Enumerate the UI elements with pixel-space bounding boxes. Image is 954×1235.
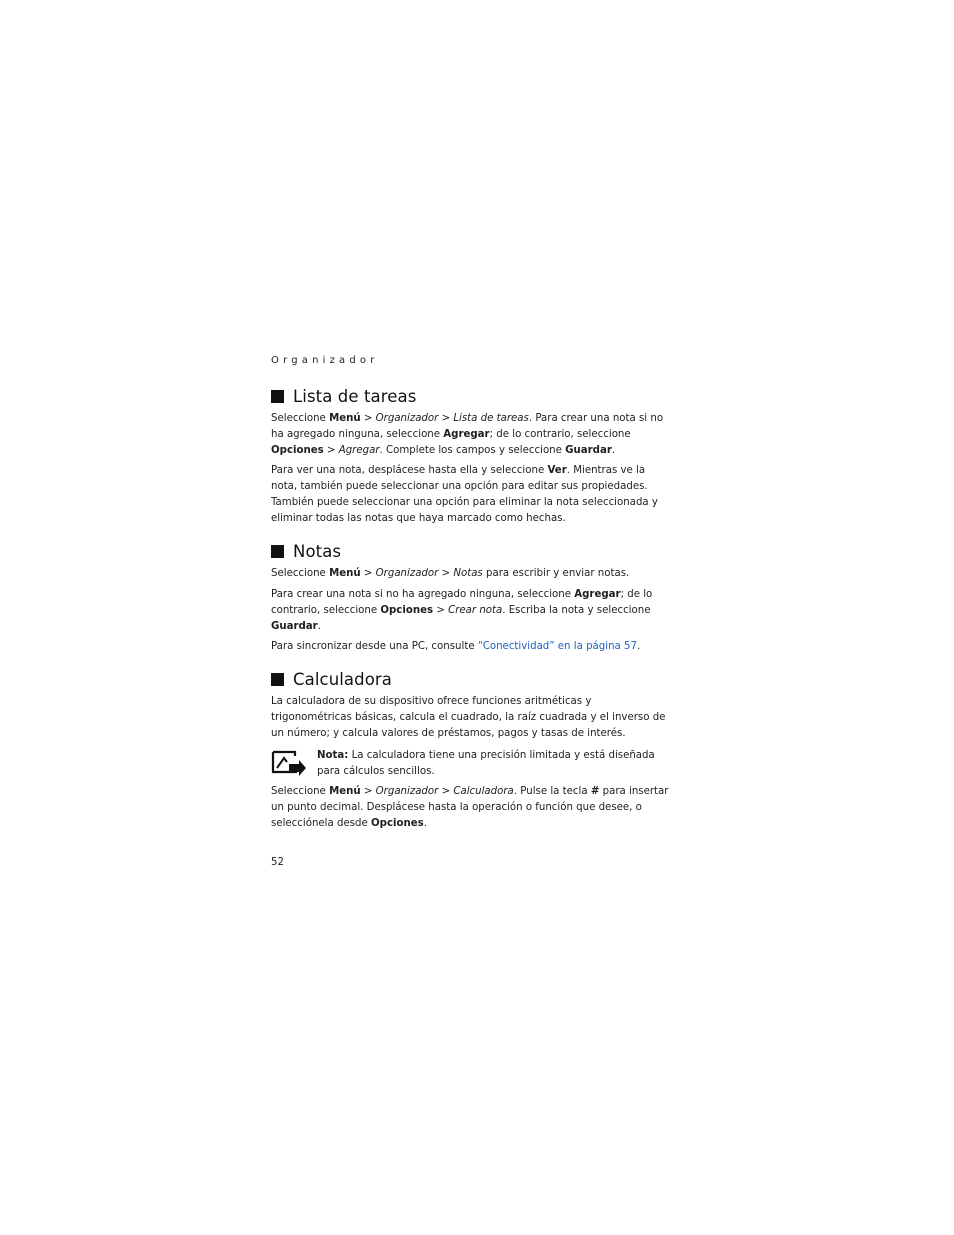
section-heading-calculadora <box>271 667 671 691</box>
note-text: Nota: La calculadora tiene una precisión limitada y está diseñada para cálculos sencillos. <box>317 750 655 777</box>
conectividad-link[interactable]: “Conectividad” en la página 57 <box>477 640 637 652</box>
note-icon <box>271 748 307 776</box>
section-square-icon <box>271 390 284 403</box>
running-head: Organizador <box>271 355 379 366</box>
note-block <box>271 748 671 780</box>
section-title: Calculadora <box>293 669 393 689</box>
section-title: Notas <box>293 541 342 561</box>
paragraph-notas-2: Para crear una nota si no ha agregado ninguna, seleccione Agregar; de lo contrario, seleccione Opciones > Crear nota. Escriba la nota y seleccione Guardar. <box>271 588 653 632</box>
paragraph-lista-2: Para ver una nota, desplácese hasta ella y seleccione Ver. Mientras ve la nota, también puede seleccionar una opción para editar sus propiedades. También puede seleccionar una opción para eliminar la nota seleccionada y eliminar todas las notas que haya marcado como hechas. <box>271 465 658 524</box>
paragraph-calc-1: La calculadora de su dispositivo ofrece funciones aritméticas y trigonométricas básicas, calcula el cuadrado, la raíz cuadrada y el inverso de un número; y calcula valores de préstamos, pagos y tasas de interés. <box>271 696 666 740</box>
paragraph-notas-3: Para sincronizar desde una PC, consulte “Conectividad” en la página 57. <box>271 640 641 652</box>
page-content <box>271 354 671 836</box>
paragraph-calc-2: Seleccione Menú > Organizador > Calculadora. Pulse la tecla # para insertar un punto decimal. Desplácese hasta la operación o función que desee, o selecciónela desde Opciones. <box>271 785 669 829</box>
page-number: 52 <box>271 857 284 868</box>
section-square-icon <box>271 673 284 686</box>
section-heading-notas <box>271 539 671 563</box>
section-heading-lista-de-tareas <box>271 384 671 408</box>
paragraph-notas-1: Seleccione Menú > Organizador > Notas para escribir y enviar notas. <box>271 568 630 580</box>
paragraph-lista-1: Seleccione Menú > Organizador > Lista de tareas. Para crear una nota si no ha agregado ninguna, seleccione Agregar; de lo contrario, seleccione Opciones > Agregar. Complete los campos y seleccione Guardar. <box>271 413 664 456</box>
section-square-icon <box>271 545 284 558</box>
section-title: Lista de tareas <box>293 386 417 406</box>
